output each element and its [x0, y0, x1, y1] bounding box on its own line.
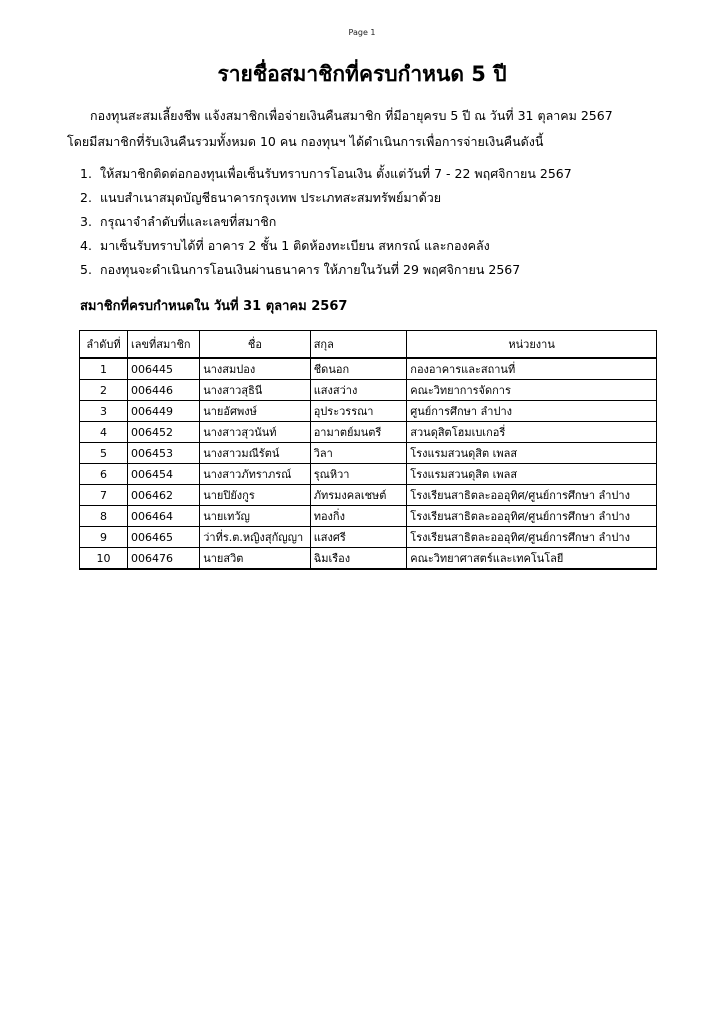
cell-unit: โรงแรมสวนดุสิต เพลส: [407, 464, 657, 485]
instruction-text: มาเซ็นรับทราบได้ที่ อาคาร 2 ชั้น 1 ติดห้องทะเบียน สหกรณ์ และกองคลัง: [100, 238, 490, 253]
cell-surname: ภัทรมงคลเชษต์: [310, 485, 407, 506]
table-row: [80, 422, 657, 443]
table-row: [80, 358, 657, 380]
cell-member-id: 006449: [128, 401, 200, 422]
cell-name: นางสาวสุวนันท์: [200, 422, 310, 443]
cell-unit: กองอาคารและสถานที่: [407, 358, 657, 380]
cell-seq: 2: [80, 380, 128, 401]
cell-member-id: 006452: [128, 422, 200, 443]
cell-unit: โรงเรียนสาธิตละอออุทิศ/ศูนย์การศึกษา ลำปาง: [407, 485, 657, 506]
cell-surname: ชีดนอก: [310, 358, 407, 380]
cell-unit: โรงเรียนสาธิตละอออุทิศ/ศูนย์การศึกษา ลำปาง: [407, 506, 657, 527]
cell-member-id: 006476: [128, 548, 200, 570]
cell-name: นางสมปอง: [200, 358, 310, 380]
cell-name: นายเทวัญ: [200, 506, 310, 527]
instruction-item: [80, 258, 572, 282]
table-row: [80, 485, 657, 506]
cell-surname: ทองกิ่ง: [310, 506, 407, 527]
cell-seq: 4: [80, 422, 128, 443]
cell-member-id: 006454: [128, 464, 200, 485]
cell-surname: อุประวรรณา: [310, 401, 407, 422]
cell-unit: โรงแรมสวนดุสิต เพลส: [407, 443, 657, 464]
instruction-number: 2.: [80, 190, 92, 205]
cell-seq: 5: [80, 443, 128, 464]
cell-seq: 3: [80, 401, 128, 422]
table-heading: สมาชิกที่ครบกำหนดใน วันที่ 31 ตุลาคม 2567: [80, 299, 348, 314]
cell-member-id: 006464: [128, 506, 200, 527]
table-row: [80, 380, 657, 401]
table-header-row: [80, 331, 657, 359]
intro-line-2: โดยมีสมาชิกที่รับเงินคืนรวมทั้งหมด 10 คน กองทุนฯ ได้ดำเนินการเพื่อการจ่ายเงินคืนดังนี้: [67, 134, 544, 149]
header-member-id: เลขที่สมาชิก: [128, 331, 200, 359]
instruction-number: 1.: [80, 166, 92, 181]
cell-unit: ศูนย์การศึกษา ลำปาง: [407, 401, 657, 422]
cell-unit: โรงเรียนสาธิตละอออุทิศ/ศูนย์การศึกษา ลำปาง: [407, 527, 657, 548]
cell-name: นายปิยังกูร: [200, 485, 310, 506]
cell-surname: วิลา: [310, 443, 407, 464]
instruction-item: [80, 234, 572, 258]
cell-unit: คณะวิทยาศาสตร์และเทคโนโลยี: [407, 548, 657, 570]
page-title: รายชื่อสมาชิกที่ครบกำหนด 5 ปี: [217, 62, 507, 86]
cell-name: ว่าที่ร.ต.หญิงสุกัญญา: [200, 527, 310, 548]
cell-seq: 6: [80, 464, 128, 485]
page-number: Page 1: [348, 28, 376, 37]
members-table: [79, 330, 657, 570]
cell-surname: แสงสว่าง: [310, 380, 407, 401]
instruction-text: แนบสำเนาสมุดบัญชีธนาคารกรุงเทพ ประเภทสะสมทรัพย์มาด้วย: [100, 190, 442, 205]
instruction-number: 5.: [80, 262, 92, 277]
table-row: [80, 548, 657, 570]
cell-seq: 9: [80, 527, 128, 548]
instruction-text: กรุณาจำลำดับที่และเลขที่สมาชิก: [100, 214, 277, 229]
cell-unit: สวนดุสิตโฮมเบเกอรี่: [407, 422, 657, 443]
cell-member-id: 006465: [128, 527, 200, 548]
cell-unit: คณะวิทยาการจัดการ: [407, 380, 657, 401]
cell-surname: แสงศรี: [310, 527, 407, 548]
instruction-item: [80, 186, 572, 210]
table-row: [80, 527, 657, 548]
cell-member-id: 006453: [128, 443, 200, 464]
instruction-text: กองทุนจะดำเนินการโอนเงินผ่านธนาคาร ให้ภายในวันที่ 29 พฤศจิกายน 2567: [100, 262, 521, 277]
intro-line-1: กองทุนสะสมเลี้ยงชีพ แจ้งสมาชิกเพื่อจ่ายเงินคืนสมาชิก ที่มีอายุครบ 5 ปี ณ วันที่ 31 ตุลาคม 2567: [90, 108, 613, 123]
cell-seq: 7: [80, 485, 128, 506]
instruction-item: [80, 210, 572, 234]
cell-member-id: 006445: [128, 358, 200, 380]
cell-name: นางสาวมณีรัตน์: [200, 443, 310, 464]
header-seq: ลำดับที่: [80, 331, 128, 359]
cell-name: นางสาวภัทราภรณ์: [200, 464, 310, 485]
header-name: ชื่อ: [200, 331, 310, 359]
cell-seq: 10: [80, 548, 128, 570]
table-row: [80, 506, 657, 527]
table-row: [80, 401, 657, 422]
cell-member-id: 006446: [128, 380, 200, 401]
instruction-number: 4.: [80, 238, 92, 253]
cell-seq: 8: [80, 506, 128, 527]
cell-name: นายสวิต: [200, 548, 310, 570]
cell-surname: รุณหิวา: [310, 464, 407, 485]
cell-name: นายอัศพงษ์: [200, 401, 310, 422]
cell-surname: อามาตย์มนตรี: [310, 422, 407, 443]
table-row: [80, 464, 657, 485]
header-surname: สกุล: [310, 331, 407, 359]
header-unit: หน่วยงาน: [407, 331, 657, 359]
table-row: [80, 443, 657, 464]
instruction-number: 3.: [80, 214, 92, 229]
instruction-text: ให้สมาชิกติดต่อกองทุนเพื่อเซ็นรับทราบการโอนเงิน ตั้งแต่วันที่ 7 - 22 พฤศจิกายน 2567: [100, 166, 572, 181]
cell-member-id: 006462: [128, 485, 200, 506]
instruction-item: [80, 162, 572, 186]
instruction-list: [80, 162, 572, 282]
cell-surname: ฉิมเรือง: [310, 548, 407, 570]
cell-name: นางสาวสุธินี: [200, 380, 310, 401]
cell-seq: 1: [80, 358, 128, 380]
